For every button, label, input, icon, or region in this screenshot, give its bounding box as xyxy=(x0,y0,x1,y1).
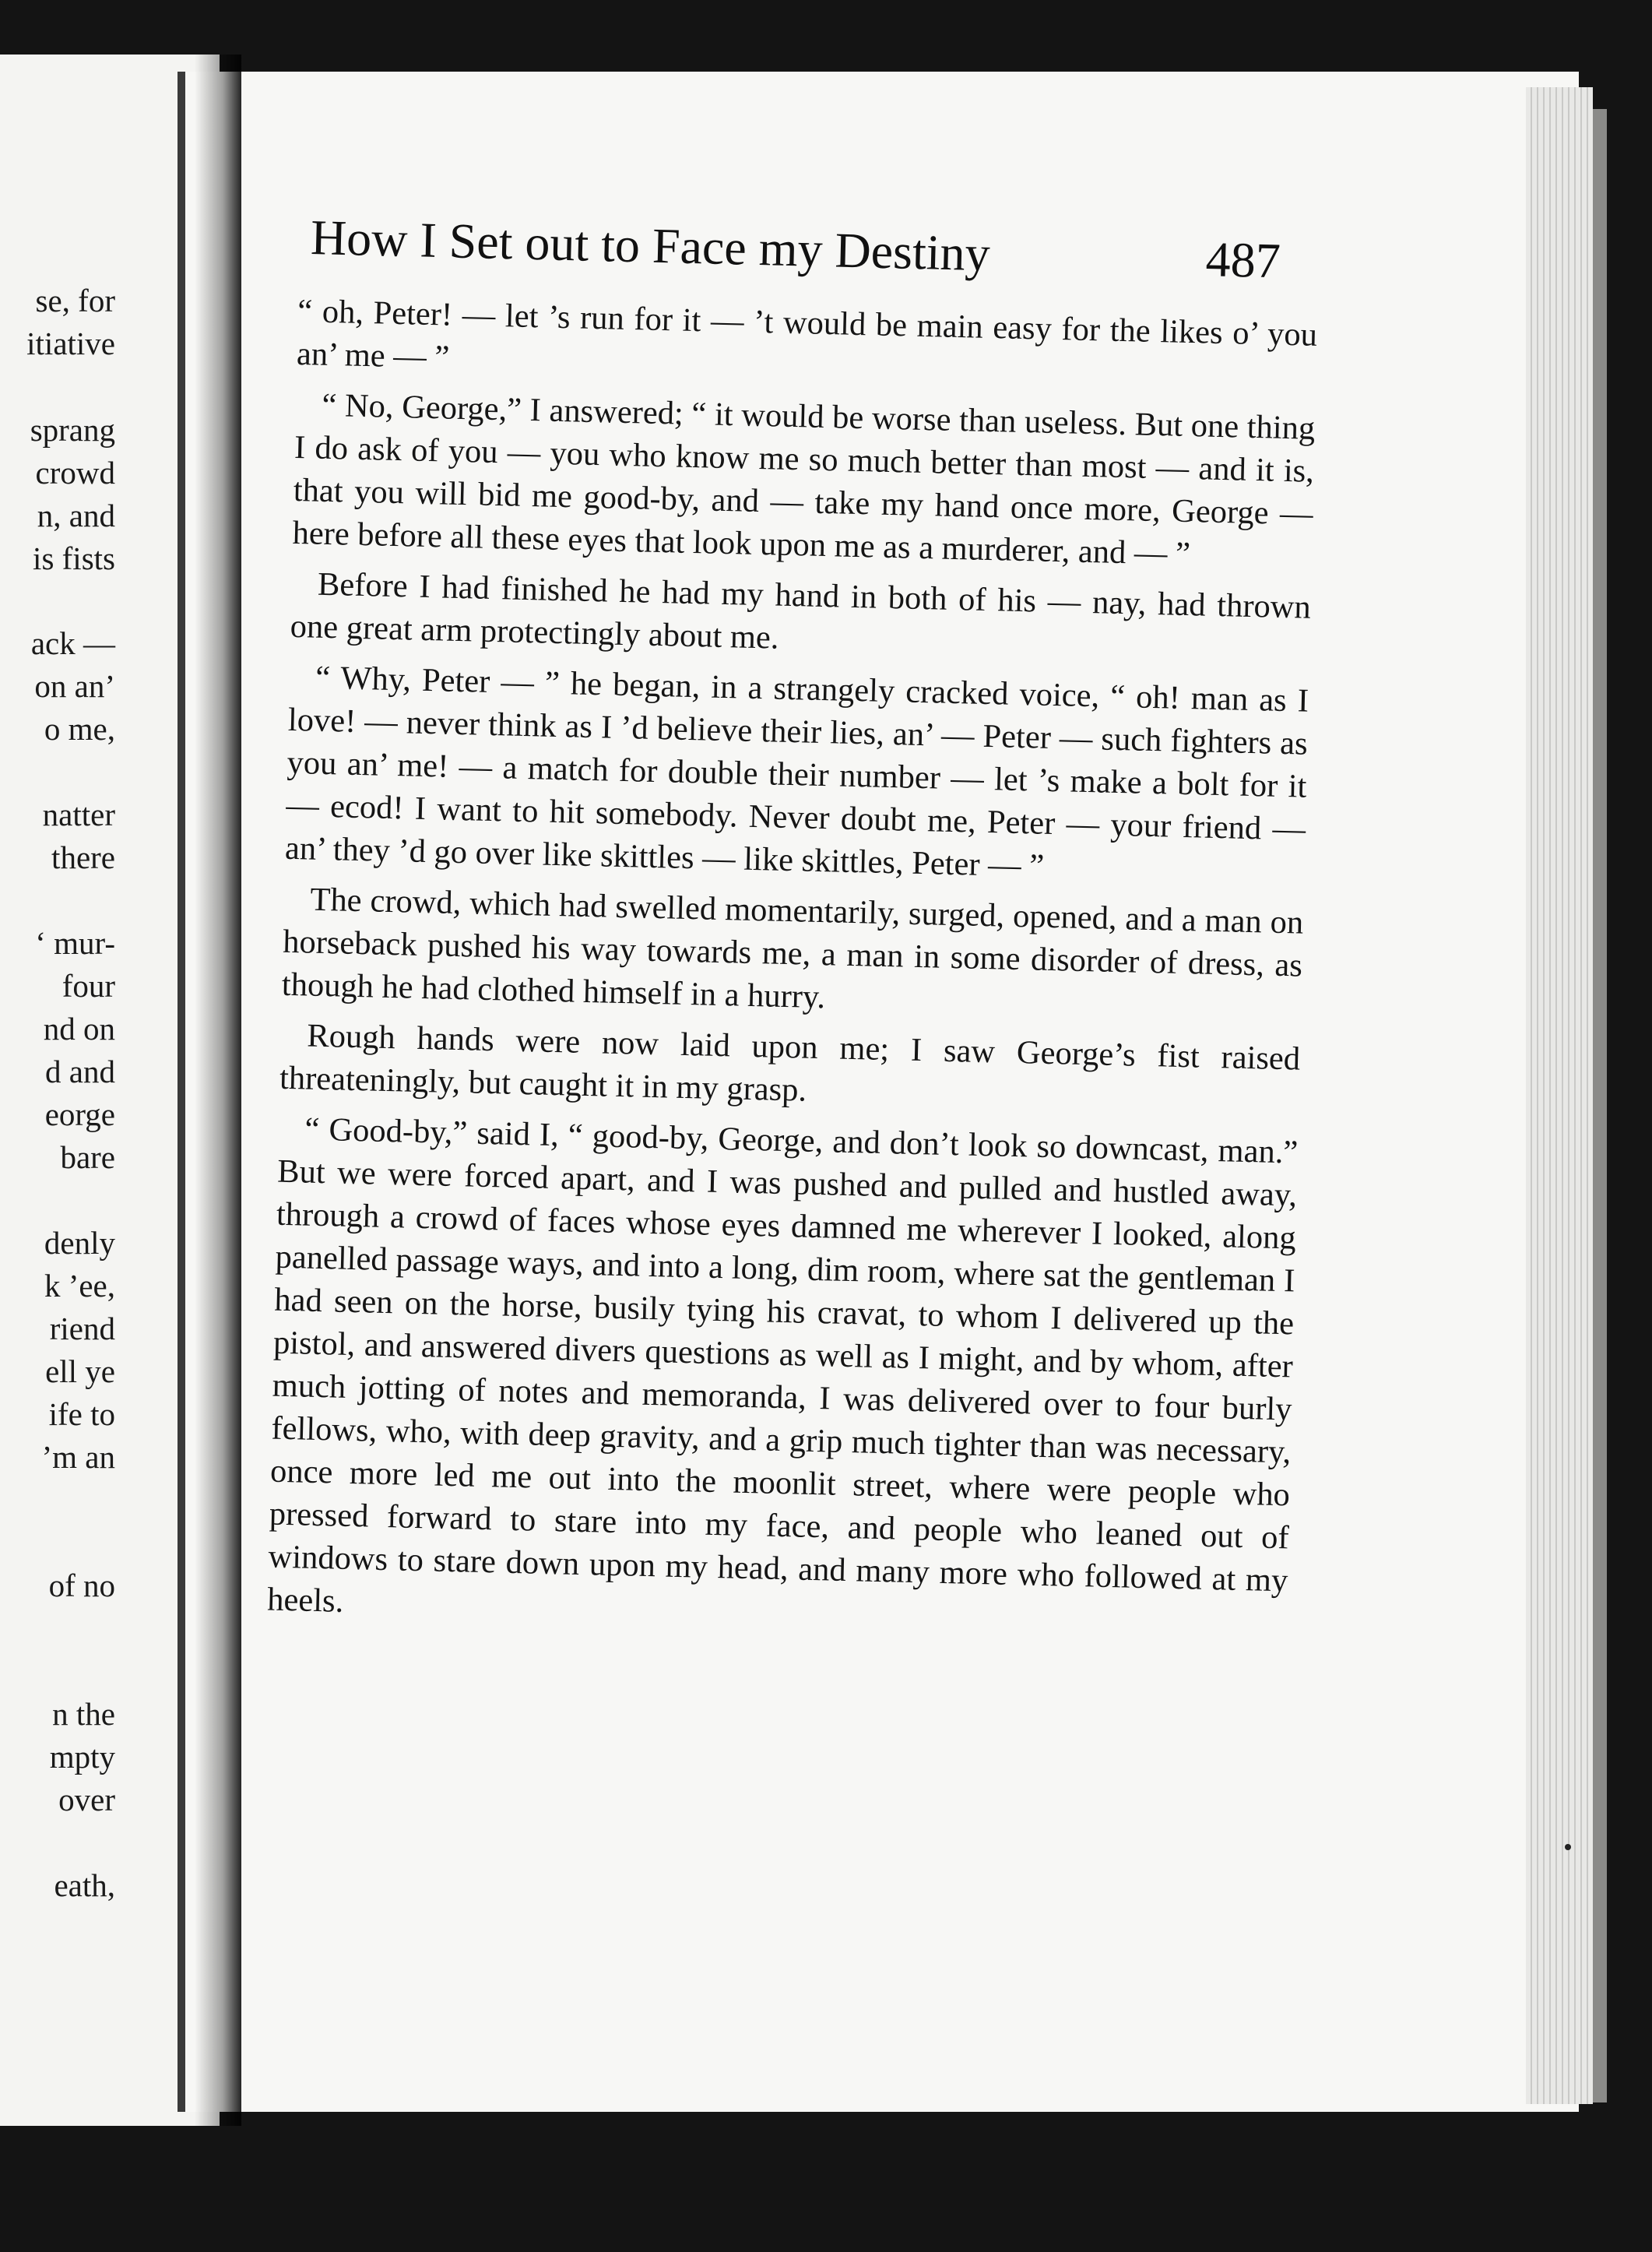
left-page-text-fragment: over xyxy=(58,1782,115,1817)
left-page-text-fragment: se, for xyxy=(35,283,115,318)
page-edge-shadow xyxy=(1593,109,1607,2102)
left-page-text-fragment: o me, xyxy=(44,711,115,747)
left-page-text-fragment: eath, xyxy=(54,1867,115,1903)
left-page-text-fragment: bare xyxy=(60,1139,115,1175)
left-page-text-fragment: ack — xyxy=(30,625,115,661)
left-page-text-fragment: itiative xyxy=(26,325,115,361)
paragraph: “ No, George,” I answered; “ it would be worse than useless. But one thing I do ask of you — you who know me so much better than most — and it is, that you will bid me good-by, and — take my hand once more, George — here before all these eyes that look upon me as a murderer, and — ” xyxy=(292,386,1316,573)
left-page-text-fragment: ‘ mur- xyxy=(35,925,115,961)
body-text xyxy=(266,290,1317,1652)
left-page-text-fragment: riend xyxy=(49,1311,115,1346)
left-page-text-fragment: there xyxy=(51,839,115,875)
page-edges xyxy=(1526,87,1593,2104)
page-number: 487 xyxy=(1204,231,1281,289)
left-page-text-fragment: sprang xyxy=(30,412,115,448)
paragraph: Before I had finished he had my hand in both of his — nay, had thrown one great arm protectingly about me. xyxy=(290,565,1312,656)
left-page-text-fragment: ell ye xyxy=(45,1353,115,1389)
left-page-text-fragment: crowd xyxy=(35,455,115,491)
running-head-title: How I Set out to Face my Destiny xyxy=(310,209,991,282)
left-page-text-fragment: ’m an xyxy=(41,1439,115,1475)
left-page-text-fragment: on an’ xyxy=(34,668,115,704)
left-page-text-fragment: four xyxy=(62,968,115,1004)
left-page-text-fragment: k ’ee, xyxy=(44,1268,115,1304)
left-page-text-fragment: mpty xyxy=(49,1739,115,1775)
left-page-text-fragment: natter xyxy=(42,797,115,832)
left-page-text-fragment: eorge xyxy=(44,1096,115,1132)
dust-speck xyxy=(1565,1844,1571,1850)
left-page-text-fragment: nd on xyxy=(43,1011,115,1047)
paragraph: The crowd, which had swelled momentarily, surged, opened, and a man on horseback pushed his way towards me, a man in some disorder of dress, as though he had clothed himself in a hurry. xyxy=(281,881,1304,1016)
paragraph: “ Why, Peter — ” he began, in a strangely cracked voice, “ oh! man as I love! — never think as I ’d believe their lies, an’ — Peter — such fighters as you an’ me! — a match for double their number — let ’s make a bolt for it — ecod! I want to hit somebody. Never doubt me, Peter — your friend — an’ they ’d go over like skittles — like skittles, Peter — ” xyxy=(284,659,1309,885)
left-page-text-fragment: n the xyxy=(52,1696,115,1732)
paragraph: Rough hands were now laid upon me; I saw George’s fist raised threateningly, but caught it in my grasp. xyxy=(279,1017,1301,1109)
left-page-text-fragment: n, and xyxy=(37,498,115,533)
book-gutter xyxy=(195,55,241,2126)
left-page-text-fragment: ife to xyxy=(48,1396,115,1432)
left-page-text-fragment: of no xyxy=(48,1568,115,1603)
left-page-text-fragment: denly xyxy=(44,1225,115,1261)
paragraph: “ Good-by,” said I, “ good-by, George, and don’t look so downcast, man.” But we were forced apart, and I was pushed and pulled and hustled away, through a crowd of faces whose eyes damned me wherever I looked, along panelled passage ways, and into a long, dim room, where sat the gentleman I had seen on the horse, busily tying his cravat, to whom I delivered up the pistol, and answered divers questions as well as I might, and by whom, after much jotting of notes and memoranda, I was delivered over to four burly fellows, who, with deep gravity, and a grip much tighter than was necessary, once more led me out into the moonlit street, where were people who pressed forward to stare into my face, and people who leaned out of windows to stare down upon my head, and many more who followed at my heels. xyxy=(266,1110,1299,1620)
left-page-text-fragment: d and xyxy=(45,1054,115,1089)
left-page-text-fragment: is fists xyxy=(33,540,115,576)
paragraph: “ oh, Peter! — let ’s run for it — ’t would be main easy for the likes o’ you an’ me — ” xyxy=(296,292,1318,376)
